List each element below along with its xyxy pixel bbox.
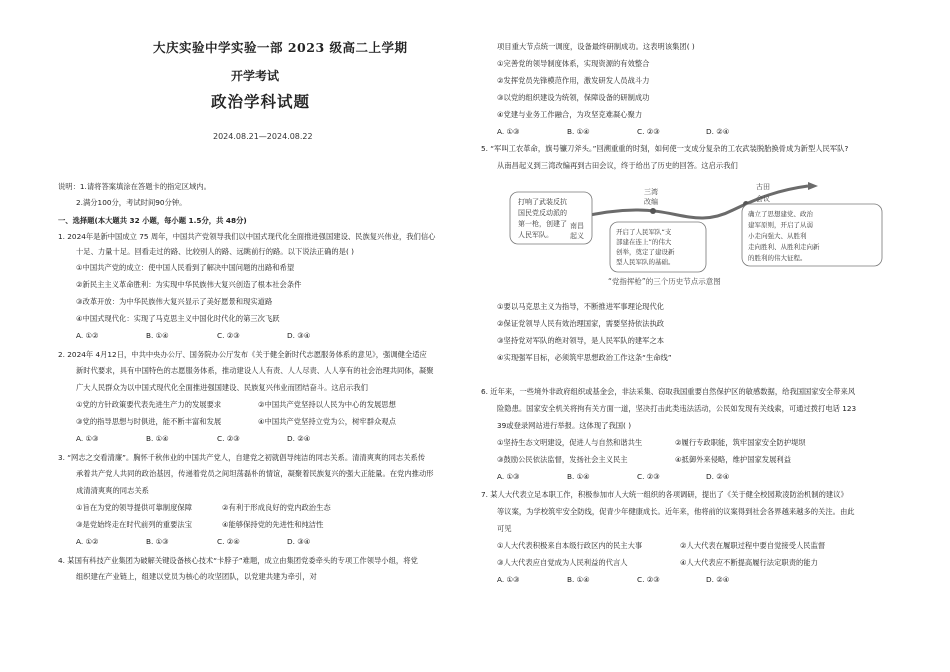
node1-label-1: 南昌 xyxy=(570,222,584,230)
q3-choice-c: C. ②④ xyxy=(217,537,240,546)
q5-option-4: ④实现强军目标，必须筑牢思想政治工作这条“生命线” xyxy=(497,353,672,362)
q2-option-1: ①党的方针政策要代表先进生产力的发展要求 xyxy=(76,400,222,409)
q7-option-1: ①人大代表积极来自本级行政区内的民主大事 xyxy=(497,541,643,550)
node2-label-2: 改编 xyxy=(644,198,658,206)
q6-choice-a: A. ①③ xyxy=(497,472,520,481)
q5-stem-2: 从南昌起义到三湾改编再到古田会议，终于给出了历史的回答。这启示我们 xyxy=(497,161,738,170)
box2-line1: 开启了人民军队“支 xyxy=(616,228,672,236)
q1-choice-b: B. ①④ xyxy=(146,331,169,340)
exam-date: 2024.08.21—2024.08.22 xyxy=(213,132,313,141)
box1-line4: 人民军队。 xyxy=(518,231,553,239)
q1-choice-c: C. ②③ xyxy=(217,331,240,340)
q2-choice-b: B. ①④ xyxy=(146,434,169,443)
box3-line5: 的胜利的伟大征程。 xyxy=(748,254,807,262)
exam-title-school: 大庆实验中学实验一部 2023 级高二上学期 xyxy=(153,40,408,55)
q6-choice-b: B. ①④ xyxy=(567,472,590,481)
q1-option-3: ③改革开放：为中华民族伟大复兴显示了美好愿景和现实道路 xyxy=(76,297,273,306)
q1-choice-a: A. ①② xyxy=(76,331,99,340)
q3-choice-d: D. ③④ xyxy=(287,537,311,546)
note-1: 说明：1.请将答案填涂在答题卡的指定区域内。 xyxy=(58,182,211,191)
q3-choice-b: B. ①③ xyxy=(146,537,169,546)
box3-line2: 建军原则，开启了从弱 xyxy=(748,221,813,229)
q2-option-2: ②中国共产党坚持以人民为中心的发展思想 xyxy=(258,400,396,409)
q4-option-4: ④党建与业务工作融合，为攻坚克难凝心聚力 xyxy=(497,110,643,119)
q2-option-3: ③党的指导思想与时俱进，能不断丰富和发展 xyxy=(76,417,222,426)
q2-option-4: ④中国共产党坚持立党为公，树牢群众观点 xyxy=(258,417,396,426)
box3-line3: 小走向强大、从胜利 xyxy=(748,232,807,240)
q4-choice-d: D. ②④ xyxy=(706,127,730,136)
q1-option-4: ④中国式现代化：实现了马克思主义中国化时代化的第三次飞跃 xyxy=(76,314,280,323)
box2-line3: 创举，奠定了建设新 xyxy=(616,248,675,256)
exam-title-subject: 政治学科试题 xyxy=(211,92,311,111)
box1-line2: 国民党反动派的 xyxy=(518,209,567,217)
exam-title-type: 开学考试 xyxy=(231,69,280,83)
q7-choice-c: C. ②③ xyxy=(637,575,660,584)
q4-option-3: ③以党的组织建设为统领，保障设备的研制成功 xyxy=(497,93,650,102)
note-2: 2.满分100分，考试时间90分钟。 xyxy=(76,198,187,207)
q4-choice-c: C. ②③ xyxy=(637,127,660,136)
q2-stem-3: 广大人民群众为以中国式现代化全面推进强国建设、民族复兴伟业而团结奋斗。这启示我们 xyxy=(76,383,368,392)
q3-option-3: ③是党始终走在时代前列的重要法宝 xyxy=(76,520,192,529)
q7-option-3: ③人大代表应自觉成为人民利益的代言人 xyxy=(497,558,628,567)
q2-choice-d: D. ②④ xyxy=(287,434,311,443)
q5-option-3: ③坚持党对军队的绝对领导，是人民军队的建军之本 xyxy=(497,336,665,345)
q7-option-4: ④人大代表应不断提高履行法定职责的能力 xyxy=(680,558,818,567)
node1-label-2: 起义 xyxy=(570,232,584,240)
node-dot-sanwan xyxy=(650,208,656,214)
q2-choice-c: C. ②③ xyxy=(217,434,240,443)
q3-stem-2: 承着共产党人共同的政治基因，传递着党员之间坦荡磊朴的情谊，凝聚着民族复兴的强大正能量。在党内推动形 xyxy=(76,469,434,478)
q7-stem-1: 7. 某人大代表立足本职工作，积极参加市人大统一组织的各项调研，提出了《关于健全校园欺凌防治机制的建议》 xyxy=(481,490,848,499)
q4-stem-2: 组织建在产业链上，组建以党员为核心的攻坚团队，以党建共建为牵引，对 xyxy=(76,572,317,581)
q7-choice-b: B. ①④ xyxy=(567,575,590,584)
q7-stem-3: 可见 xyxy=(497,524,512,533)
q4-choice-a: A. ①③ xyxy=(497,127,520,136)
q1-stem-2: 十足、力量十足。回看走过的路、比较别人的路、远眺前行的路。以下说法正确的是( ) xyxy=(76,247,354,256)
q7-choice-d: D. ②④ xyxy=(706,575,730,584)
q2-stem-2: 新时代要求，具有中国特色的志愿服务体系，推动建设人人有责、人人尽责、人人享有的社会治理共同体，凝聚 xyxy=(76,366,434,375)
section-heading: 一、选择题(本大题共 32 小题，每小题 1.5分，共 48分) xyxy=(58,216,247,225)
q4-stem-3: 项目重大节点统一调度，设备最终研制成功。这表明该集团( ) xyxy=(497,42,695,51)
box2-line4: 型人民军队的基础。 xyxy=(616,258,675,266)
q7-stem-2: 等议案，为学校筑牢安全防线，促青少年健康成长。近年来，他将前的议案得到社会各界越来越多的关注。由此 xyxy=(497,507,855,516)
q6-option-1: ①坚持生态文明建设，促进人与自然和谐共生 xyxy=(497,438,643,447)
q1-stem-1: 1. 2024年是新中国成立 75 周年，中国共产党领导我们以中国式现代化全面推进强国建设、民族复兴伟业，我们信心 xyxy=(58,232,436,241)
q3-option-1: ①旨在为党的领导提供可靠制度保障 xyxy=(76,503,192,512)
node3-label-2: 会议 xyxy=(756,194,770,203)
box1-line1: 打响了武装反抗 xyxy=(518,198,567,206)
q6-option-2: ②履行专政职能，筑牢国家安全防护堤坝 xyxy=(675,438,806,447)
q5-option-1: ①要以马克思主义为指导，不断推进军事理论现代化 xyxy=(497,302,665,311)
timeline-arrow-icon xyxy=(808,182,818,190)
q1-choice-d: D. ③④ xyxy=(287,331,311,340)
q4-choice-b: B. ①④ xyxy=(567,127,590,136)
q6-option-4: ④抵御外来侵略，维护国家发展利益 xyxy=(675,455,791,464)
q7-choice-a: A. ①③ xyxy=(497,575,520,584)
q1-option-2: ②新民主主义革命胜利：为实现中华民族伟大复兴创造了根本社会条件 xyxy=(76,280,302,289)
q3-choice-a: A. ①② xyxy=(76,537,99,546)
node3-label-1: 古田 xyxy=(756,182,770,191)
q2-stem-1: 2. 2024年 4月12日，中共中央办公厅、国务院办公厅发布《关于健全新时代志愿服务体系的意见》，强调健全适应 xyxy=(58,350,427,359)
q6-choice-d: D. ②④ xyxy=(706,472,730,481)
q6-stem-3: 39或登录网站进行举报。这体现了我国( ) xyxy=(497,421,632,430)
node2-label-1: 三湾 xyxy=(644,188,658,196)
box1-line3: 第一枪，创建了 xyxy=(518,220,567,228)
history-nodes-diagram xyxy=(508,180,884,288)
box3-line1: 确立了思想建党、政治 xyxy=(748,210,813,218)
q6-choice-c: C. ②③ xyxy=(637,472,660,481)
q6-stem-1: 6. 近年来，一些境外非政府组织或基金会，非法采集、窃取我国重要自然保护区的敏感数据，给我国国家安全带来风 xyxy=(481,387,856,396)
q6-option-3: ③鼓励公民依法监督，发扬社会主义民主 xyxy=(497,455,628,464)
q1-option-1: ①中国共产党的成立：使中国人民看到了解决中国问题的出路和希望 xyxy=(76,263,295,272)
q3-stem-3: 成清清爽爽的同志关系 xyxy=(76,486,149,495)
q5-option-2: ②保证党领导人民有效治理国家，需要坚持依法执政 xyxy=(497,319,665,328)
diagram-caption: “党指挥枪”的三个历史节点示意图 xyxy=(608,277,721,286)
q3-stem-1: 3. “网志之交看清廉”。胸怀千秋伟业的中国共产党人，自建党之初就倡导纯洁的同志关系。清清爽爽的同志关系传 xyxy=(58,453,426,462)
box3-line4: 走向胜利、从胜利走向新 xyxy=(748,243,820,251)
q3-option-4: ④能够保持党的先进性和纯洁性 xyxy=(222,520,324,529)
q4-option-1: ①完善党的领导制度体系，实现资源的有效整合 xyxy=(497,59,650,68)
q3-option-2: ②有利于形成良好的党内政治生态 xyxy=(222,503,331,512)
q6-stem-2: 险隐患。国家安全机关将拘有关方面一道，坚决打击此类违法活动，公民如发现有关线索，可通过拨打电话 123 xyxy=(497,404,857,413)
q2-choice-a: A. ①③ xyxy=(76,434,99,443)
q4-stem-1: 4. 某国有科技产业集团为破解关键设备核心技术“卡脖子”难题，成立由集团党委牵头的专项工作领导小组，将党 xyxy=(58,556,418,565)
box2-line2: 部建在连上”的伟大 xyxy=(616,238,672,246)
q7-option-2: ②人大代表在履职过程中要自觉接受人民监督 xyxy=(680,541,826,550)
q5-stem-1: 5. “军叫工农革命，旗号镰刀斧头。”回溯重重的时刻，如何使一支成分复杂的工农武装脱胎换骨成为新型人民军队? xyxy=(481,144,849,153)
q4-option-2: ②发挥党员先锋模范作用，激发研发人员战斗力 xyxy=(497,76,650,85)
